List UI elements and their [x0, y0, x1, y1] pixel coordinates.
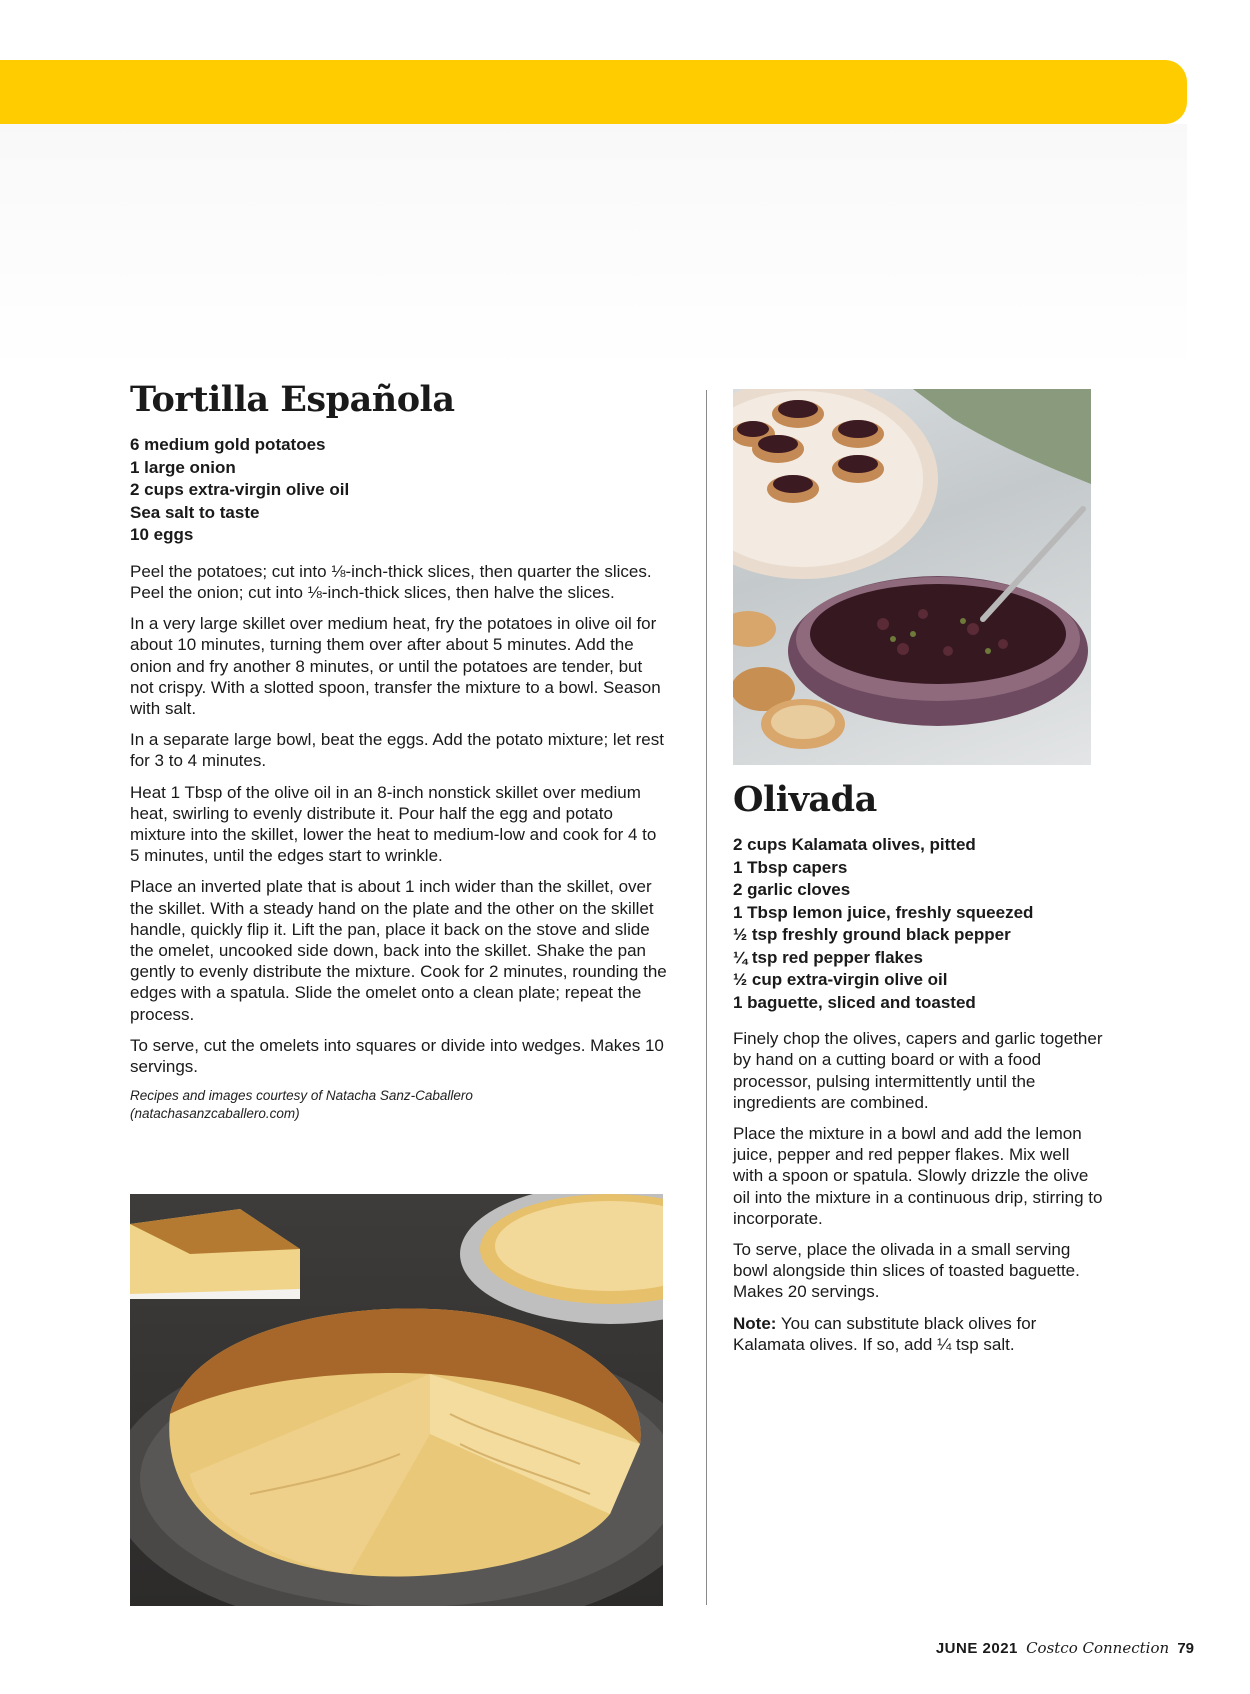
credit-url: (natachasanzcaballero.com) [130, 1106, 300, 1122]
tortilla-photo [130, 1194, 663, 1606]
olivada-photo [733, 389, 1091, 765]
magazine-name: Costco Connection [1026, 1639, 1170, 1657]
tortilla-recipe [130, 380, 670, 1123]
instruction-step: Heat 1 Tbsp of the olive oil in an 8-inch nonstick skillet over medium heat, swirling to evenly distribute it. Pour half the egg and potato mixture into the skillet, lower the heat to medium-low and cook for 4 to 5 minutes, until the edges start to wrinkle. [130, 782, 657, 866]
note-label: Note: [733, 1313, 777, 1333]
ingredient-item: 10 eggs [130, 525, 194, 545]
instruction-step: Peel the potatoes; cut into ⅛-inch-thick slices, then quarter the slices. Peel the onion; cut into ⅛-inch-thick slices, then halve the slices. [130, 561, 652, 602]
ingredient-item: 1 large onion [130, 457, 236, 477]
photo-credit [130, 1087, 670, 1123]
instruction-step: In a separate large bowl, beat the eggs. Add the potato mixture; let rest for 3 to 4 minutes. [130, 730, 664, 771]
instruction-step: To serve, cut the omelets into squares or divide into wedges. Makes 10 servings. [130, 1035, 664, 1077]
note-text: You can substitute black olives for Kalamata olives. If so, add ¼ tsp salt. [733, 1313, 1037, 1354]
faded-background-text [0, 124, 1187, 374]
ingredient-item: 1 Tbsp lemon juice, freshly squeezed [733, 902, 1034, 922]
ingredient-item: 2 garlic cloves [733, 880, 851, 900]
credit-line: Recipes and images courtesy of Natacha Sanz-Caballero [130, 1088, 473, 1104]
page-number: 79 [1177, 1640, 1194, 1657]
ingredient-item: ½ tsp freshly ground black pepper [733, 925, 1011, 945]
ingredient-item: ½ cup extra-virgin olive oil [733, 970, 948, 990]
ingredient-item: 1 Tbsp capers [733, 857, 848, 877]
column-divider [706, 390, 707, 1605]
issue-date: JUNE 2021 [935, 1640, 1018, 1657]
instruction-step: Finely chop the olives, capers and garlic together by hand on a cutting board or with a food processor, pulsing intermittently until the ingredients are combined. [733, 1029, 1103, 1112]
olivada-title: Olivada [733, 779, 877, 820]
ingredient-item: 2 cups extra-virgin olive oil [130, 480, 350, 500]
ingredient-item: 2 cups Kalamata olives, pitted [733, 835, 976, 855]
ingredient-item: ¼ tsp red pepper flakes [733, 947, 923, 967]
recipe-note [733, 1313, 1103, 1355]
tortilla-title: Tortilla Española [130, 379, 455, 420]
header-banner [0, 60, 1187, 124]
olivada-ingredients [733, 834, 1103, 1014]
olivada-recipe [733, 780, 1103, 1365]
ingredient-item: Sea salt to taste [130, 502, 260, 522]
ingredient-item: 6 medium gold potatoes [130, 435, 326, 455]
instruction-step: Place the mixture in a bowl and add the lemon juice, pepper and red pepper flakes. Mix well with a spoon or spatula. Slowly drizzle the olive oil into the mixture in a continuous drip, stirring to incorporate. [733, 1124, 1103, 1228]
instruction-step: Place an inverted plate that is about 1 inch wider than the skillet, over the skillet. With a steady hand on the plate and the other on the skillet handle, quickly flip it. Lift the pan, place it back on the stove and slide the omelet, uncooked side down, back into the skillet. Shake the pan gently to evenly distribute the mixture. Cook for 2 minutes, rounding the edges with a spatula. Slide the omelet onto a clean plate; repeat the process. [130, 877, 667, 1024]
tortilla-ingredients [130, 434, 670, 547]
instruction-step: In a very large skillet over medium heat, fry the potatoes in olive oil for about 10 minutes, turning them over after about 5 minutes. Add the onion and fry another 8 minutes, or until the potatoes are tender, but not crispy. With a slotted spoon, transfer the mixture to a bowl. Season with salt. [130, 614, 661, 718]
ingredient-item: 1 baguette, sliced and toasted [733, 992, 976, 1012]
page-footer [936, 1639, 1194, 1657]
instruction-step: To serve, place the olivada in a small serving bowl alongside thin slices of toasted baguette. Makes 20 servings. [733, 1240, 1080, 1302]
